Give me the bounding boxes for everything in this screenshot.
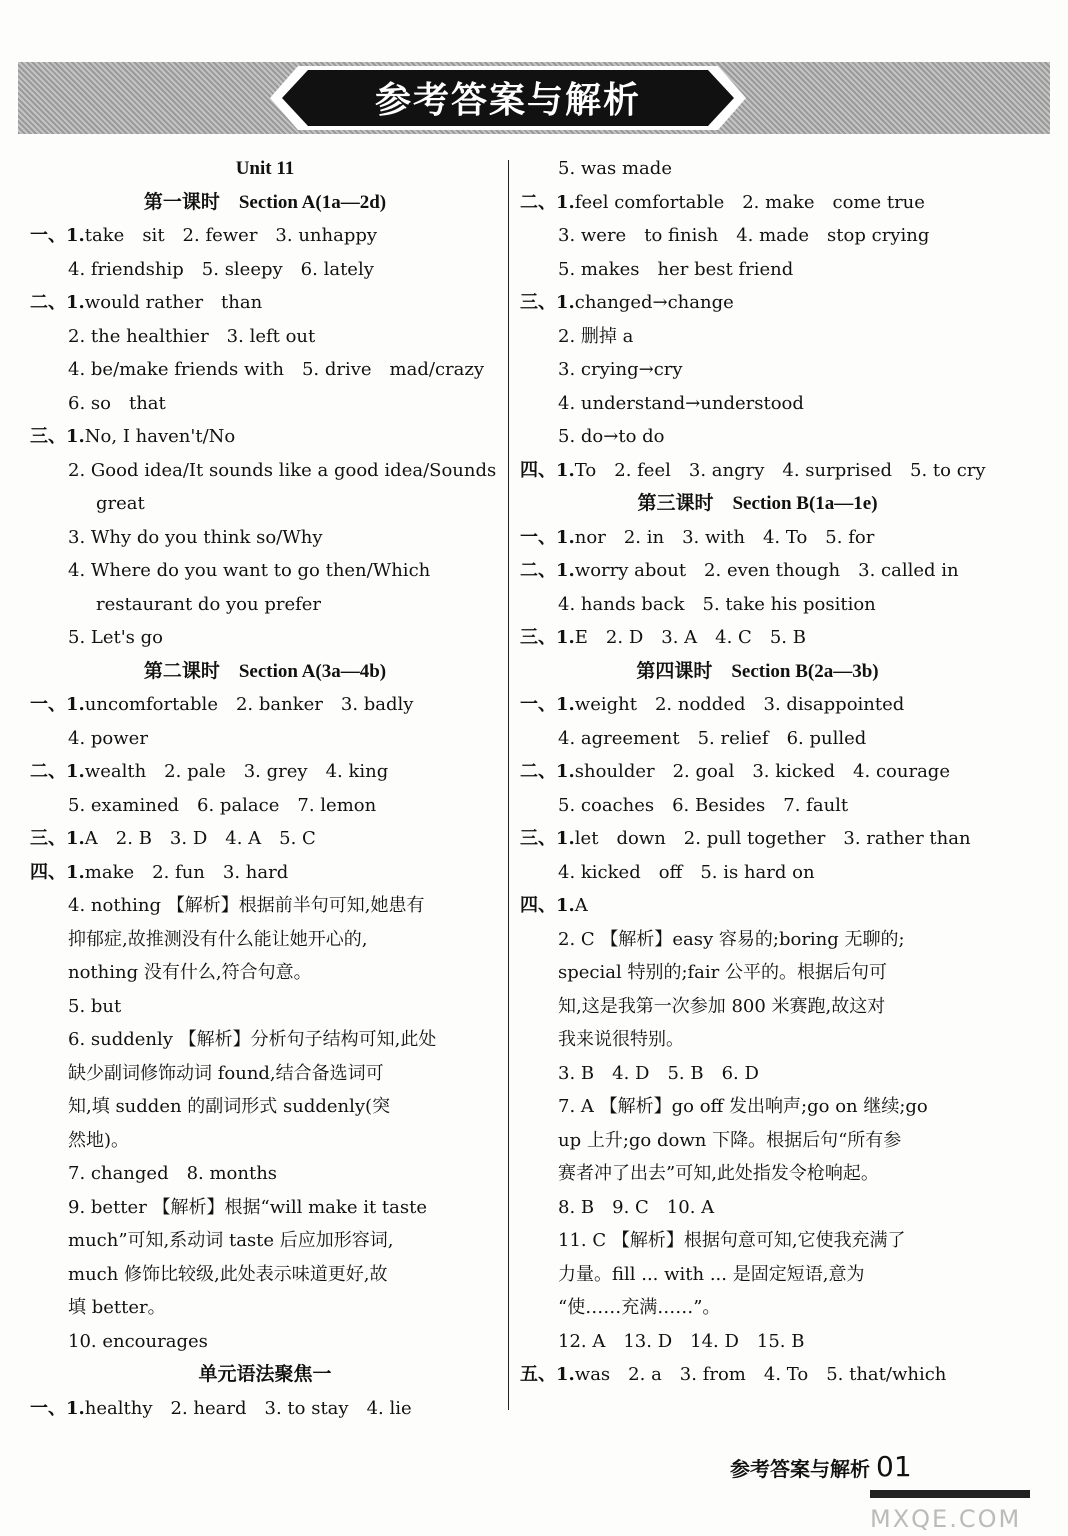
right-column: [520, 152, 995, 1392]
answer-line: [520, 822, 995, 856]
answer-text: uncomfortable 2. banker 3. badly: [84, 694, 414, 715]
column-divider: [508, 160, 509, 1410]
answer-line: 3. were to finish 4. made stop crying: [558, 225, 930, 246]
answer-text: changed→change: [574, 292, 734, 313]
answer-line: [520, 554, 995, 588]
answer-text: wealth 2. pale 3. grey 4. king: [84, 761, 389, 782]
question-number: 四、1.: [520, 459, 575, 481]
answer-line: [520, 186, 995, 220]
answer-line: 6. so that: [68, 392, 166, 414]
answer-line: [520, 621, 995, 655]
question-number: 五、1.: [520, 1364, 575, 1385]
answer-text: make 2. fun 3. hard: [84, 861, 289, 883]
answer-text: healthy 2. heard 3. to stay 4. lie: [84, 1397, 412, 1419]
watermark: MXQE.COM: [870, 1505, 1022, 1533]
answer-text: feel comfortable 2. make come true: [574, 191, 925, 213]
question-number: 二、1.: [30, 761, 85, 782]
answer-line: 5. do→to do: [558, 426, 665, 447]
answer-line: nothing 没有什么,符合句意。: [68, 962, 312, 983]
answer-line: 3. Why do you think so/Why: [68, 526, 323, 548]
question-number: 一、1.: [30, 225, 85, 246]
page-number: 01: [876, 1450, 912, 1483]
answer-text: let down 2. pull together 3. rather than: [574, 828, 971, 849]
answer-line: 8. B 9. C 10. A: [558, 1196, 715, 1218]
answer-line: 9. better 【解析】根据“will make it taste: [68, 1196, 427, 1218]
answer-line: restaurant do you prefer: [96, 593, 322, 615]
answer-line: 2. the healthier 3. left out: [68, 325, 316, 347]
answer-line: 10. encourages: [68, 1330, 208, 1352]
answer-line: 5. Let's go: [68, 627, 164, 648]
question-number: 一、1.: [30, 694, 85, 715]
question-number: 三、1.: [30, 426, 85, 447]
page-title: 参考答案与解析: [374, 80, 641, 121]
answer-text: E 2. D 3. A 4. C 5. B: [574, 627, 806, 648]
answer-line: 4. nothing 【解析】根据前半句可知,她患有: [68, 895, 425, 916]
section-heading: 第三课时 Section B(1a—1e): [637, 493, 878, 514]
question-number: 一、1.: [520, 526, 575, 548]
answer-line: great: [96, 493, 145, 514]
answer-line: [520, 889, 995, 923]
left-column: [30, 152, 500, 1425]
question-number: 二、1.: [30, 292, 85, 313]
answer-text: nor 2. in 3. with 4. To 5. for: [574, 526, 875, 548]
answer-line: [520, 454, 995, 488]
answer-text: take sit 2. fewer 3. unhappy: [84, 225, 378, 246]
question-number: 四、1.: [520, 895, 575, 916]
answer-line: 知,这是我第一次参加 800 米赛跑,故这对: [558, 995, 886, 1017]
answer-line: 2. 删掉 a: [558, 325, 634, 347]
answer-line: 然地)。: [68, 1129, 130, 1151]
answer-line: [30, 1392, 500, 1426]
answer-line: 2. Good idea/It sounds like a good idea/Sounds: [68, 459, 497, 481]
answer-line: special 特别的;fair 公平的。根据后句可: [558, 962, 887, 983]
banner-arrow-shape: [268, 62, 748, 134]
answer-line: [30, 286, 500, 320]
answer-line: 5. examined 6. palace 7. lemon: [68, 794, 377, 816]
answer-line: 4. be/make friends with 5. drive mad/crazy: [68, 359, 485, 380]
answer-line: [520, 688, 995, 722]
section-heading: 第二课时 Section A(3a—4b): [143, 660, 387, 682]
answer-line: “使……充满……”。: [558, 1297, 721, 1318]
answer-line: much 修饰比较级,此处表示味道更好,故: [68, 1263, 388, 1285]
answer-text: shoulder 2. goal 3. kicked 4. courage: [574, 761, 950, 782]
answer-text: was 2. a 3. from 4. To 5. that/which: [574, 1364, 947, 1385]
answer-line: 4. understand→understood: [558, 392, 804, 414]
section-heading: Unit 11: [235, 158, 295, 179]
answer-line: [30, 856, 500, 890]
answer-line: 3. B 4. D 5. B 6. D: [558, 1062, 759, 1084]
answer-line: [520, 521, 995, 555]
question-number: 一、1.: [30, 1397, 85, 1419]
answer-line: 赛者冲了出去”可知,此处指发令枪响起。: [558, 1163, 879, 1184]
answer-line: much”可知,系动词 taste 后应加形容词,: [68, 1230, 394, 1251]
answer-line: 11. C 【解析】根据句意可知,它使我充满了: [558, 1230, 906, 1251]
answer-line: [520, 1358, 995, 1392]
answer-line: 2. C 【解析】easy 容易的;boring 无聊的;: [558, 928, 905, 950]
question-number: 四、1.: [30, 861, 85, 883]
answer-line: 我来说很特别。: [558, 1029, 684, 1050]
header-banner: [18, 62, 1050, 134]
question-number: 二、1.: [520, 191, 575, 213]
answer-line: [30, 688, 500, 722]
question-number: 三、1.: [30, 828, 85, 849]
answer-line: [30, 822, 500, 856]
answer-text: A 2. B 3. D 4. A 5. C: [84, 828, 316, 849]
question-number: 二、1.: [520, 761, 575, 782]
answer-line: 5. was made: [558, 158, 672, 179]
answer-text: weight 2. nodded 3. disappointed: [574, 694, 905, 715]
footer-title: 参考答案与解析: [730, 1457, 870, 1481]
answer-line: 7. A 【解析】go off 发出响声;go on 继续;go: [558, 1096, 928, 1117]
answer-line: up 上升;go down 下降。根据后句“所有参: [558, 1129, 902, 1151]
answer-text: A: [574, 895, 588, 916]
answer-line: 4. power: [68, 727, 148, 749]
question-number: 三、1.: [520, 627, 575, 648]
answer-text: would rather than: [84, 292, 263, 313]
answer-line: 4. Where do you want to go then/Which: [68, 560, 431, 581]
question-number: 三、1.: [520, 292, 575, 313]
question-number: 三、1.: [520, 828, 575, 849]
answer-line: 5. but: [68, 995, 122, 1017]
section-heading: 单元语法聚焦一: [198, 1364, 332, 1385]
question-number: 一、1.: [520, 694, 575, 715]
answer-line: 3. crying→cry: [558, 359, 683, 380]
answer-line: 12. A 13. D 14. D 15. B: [558, 1330, 805, 1352]
answer-line: 4. kicked off 5. is hard on: [558, 861, 815, 883]
answer-line: 5. makes her best friend: [558, 258, 794, 280]
answer-line: [30, 219, 500, 253]
question-number: 二、1.: [520, 560, 575, 581]
section-heading: 第四课时 Section B(2a—3b): [636, 660, 879, 682]
answer-line: [30, 420, 500, 454]
answer-line: 知,填 sudden 的副词形式 suddenly(突: [68, 1096, 391, 1117]
footer-rule: [870, 1490, 1030, 1498]
answer-line: 力量。fill ... with ... 是固定短语,意为: [558, 1263, 865, 1285]
answer-line: 抑郁症,故推测没有什么能让她开心的,: [68, 928, 368, 950]
answer-text: To 2. feel 3. angry 4. surprised 5. to cry: [574, 459, 986, 481]
footer-label: [730, 1450, 912, 1483]
answer-line: 填 better。: [68, 1297, 166, 1318]
answer-line: [520, 286, 995, 320]
answer-line: 7. changed 8. months: [68, 1163, 278, 1184]
answer-text: No, I haven't/No: [84, 426, 236, 447]
answer-line: 6. suddenly 【解析】分析句子结构可知,此处: [68, 1029, 437, 1050]
section-heading: 第一课时 Section A(1a—2d): [143, 191, 387, 213]
answer-text: worry about 2. even though 3. called in: [574, 560, 959, 581]
answer-line: 4. friendship 5. sleepy 6. lately: [68, 258, 374, 280]
answer-line: [30, 755, 500, 789]
answer-line: 4. hands back 5. take his position: [558, 593, 876, 615]
answer-line: [520, 755, 995, 789]
answer-line: 4. agreement 5. relief 6. pulled: [558, 727, 867, 749]
answer-line: 缺少副词修饰动词 found,结合备选词可: [68, 1062, 384, 1084]
answer-line: 5. coaches 6. Besides 7. fault: [558, 794, 849, 816]
